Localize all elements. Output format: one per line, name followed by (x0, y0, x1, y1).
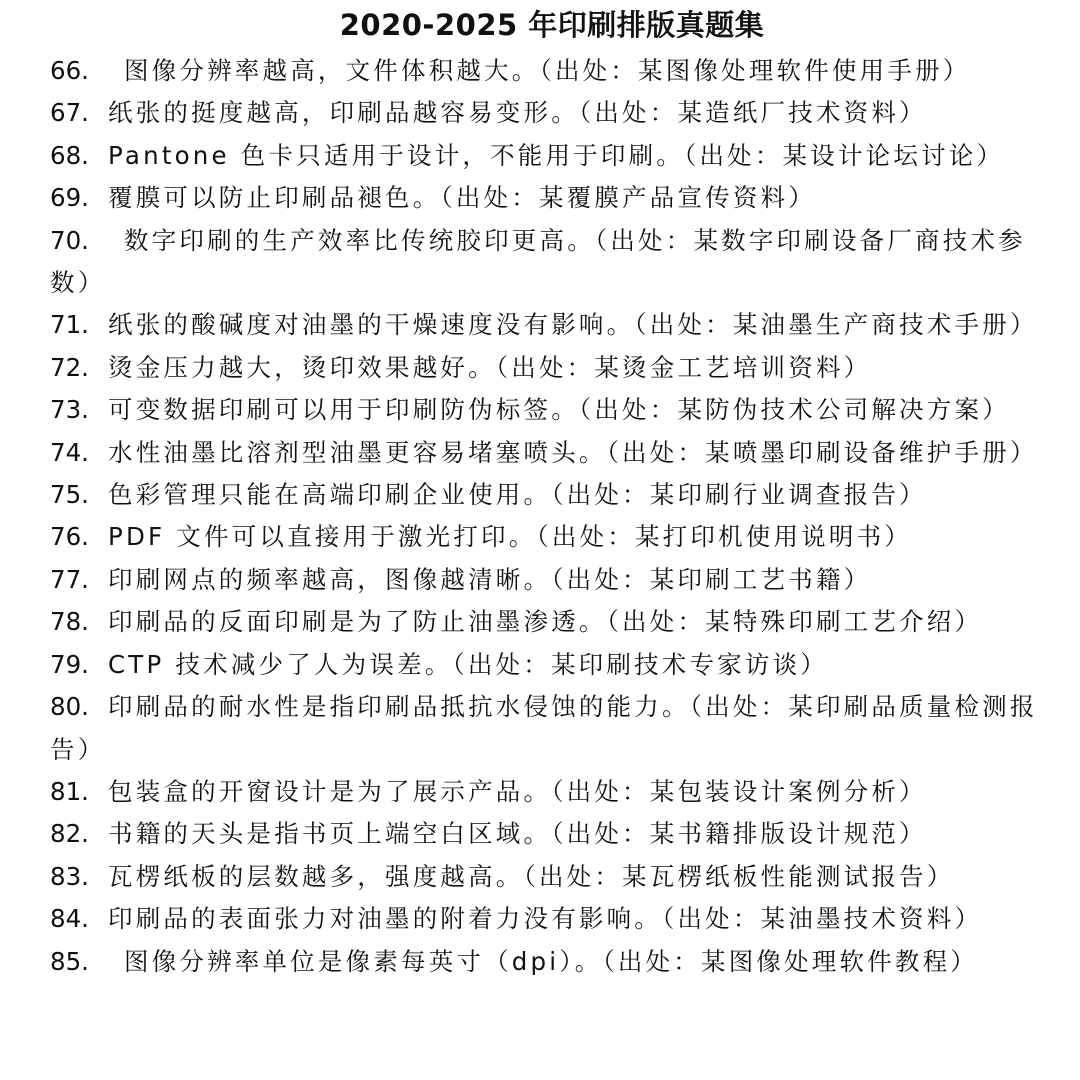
question-82 (50, 813, 1054, 855)
question-text: Pantone 色卡只适用于设计，不能用于印刷。（出处：某设计论坛讨论） (108, 140, 1005, 170)
question-number: 77. (50, 564, 89, 594)
question-number: 73. (50, 395, 89, 425)
question-77 (50, 559, 1054, 601)
question-number: 79. (50, 649, 89, 679)
question-84 (50, 898, 1054, 940)
question-81 (50, 771, 1054, 813)
question-73 (50, 389, 1054, 431)
question-number: 80. (50, 692, 89, 722)
question-number: 83. (50, 861, 89, 891)
question-68 (50, 135, 1054, 177)
question-number: 76. (50, 522, 89, 552)
question-text: 烫金压力越大，烫印效果越好。（出处：某烫金工艺培训资料） (108, 352, 872, 382)
question-74 (50, 432, 1054, 474)
question-70 (50, 220, 1054, 305)
question-76 (50, 516, 1054, 558)
question-text: 书籍的天头是指书页上端空白区域。（出处：某书籍排版设计规范） (108, 819, 927, 849)
question-number: 82. (50, 819, 89, 849)
question-text: PDF 文件可以直接用于激光打印。（出处：某打印机使用说明书） (108, 522, 912, 552)
question-number: 85. (50, 946, 89, 976)
question-number: 78. (50, 607, 89, 637)
question-number: 81. (50, 776, 89, 806)
question-number: 67. (50, 98, 89, 128)
question-number: 75. (50, 480, 89, 510)
question-79 (50, 644, 1054, 686)
question-text: 覆膜可以防止印刷品褪色。（出处：某覆膜产品宣传资料） (108, 183, 816, 213)
question-text: 色彩管理只能在高端印刷企业使用。（出处：某印刷行业调查报告） (108, 480, 927, 510)
question-66 (50, 50, 1054, 92)
question-text: 纸张的挺度越高，印刷品越容易变形。（出处：某造纸厂技术资料） (108, 98, 927, 128)
question-number: 68. (50, 140, 89, 170)
page-title: 2020-2025 年印刷排版真题集 (339, 8, 765, 42)
question-text: 图像分辨率单位是像素每英寸（dpi）。（出处：某图像处理软件教程） (124, 946, 979, 976)
question-71 (50, 304, 1054, 346)
question-number: 84. (50, 904, 89, 934)
question-80 (50, 686, 1054, 771)
question-number: 66. (50, 56, 89, 85)
question-number: 74. (50, 437, 89, 467)
question-text: 图像分辨率越高，文件体积越大。（出处：某图像处理软件使用手册） (124, 56, 971, 85)
question-72 (50, 347, 1054, 389)
question-78 (50, 601, 1054, 643)
question-number: 69. (50, 183, 89, 213)
question-text: 水性油墨比溶剂型油墨更容易堵塞喷头。（出处：某喷墨印刷设备维护手册） (108, 437, 1038, 467)
question-text: CTP 技术减少了人为误差。（出处：某印刷技术专家访谈） (108, 649, 828, 679)
question-text: 数字印刷的生产效率比传统胶印更高。（出处：某数字印刷设备厂商技术参数） (50, 225, 1026, 298)
question-text: 包装盒的开窗设计是为了展示产品。（出处：某包装设计案例分析） (108, 776, 927, 806)
question-text: 印刷网点的频率越高，图像越清晰。（出处：某印刷工艺书籍） (108, 564, 872, 594)
question-text: 纸张的酸碱度对油墨的干燥速度没有影响。（出处：某油墨生产商技术手册） (108, 310, 1038, 340)
question-83 (50, 856, 1054, 898)
question-text: 印刷品的表面张力对油墨的附着力没有影响。（出处：某油墨技术资料） (108, 904, 983, 934)
question-text: 瓦楞纸板的层数越多，强度越高。（出处：某瓦楞纸板性能测试报告） (108, 861, 955, 891)
question-number: 72. (50, 352, 89, 382)
question-67 (50, 92, 1054, 134)
question-list (50, 50, 1054, 983)
question-number: 70. (50, 225, 89, 255)
question-69 (50, 177, 1054, 219)
question-number: 71. (50, 310, 89, 340)
question-75 (50, 474, 1054, 516)
question-text: 可变数据印刷可以用于印刷防伪标签。（出处：某防伪技术公司解决方案） (108, 395, 1010, 425)
question-text: 印刷品的反面印刷是为了防止油墨渗透。（出处：某特殊印刷工艺介绍） (108, 607, 983, 637)
question-text: 印刷品的耐水性是指印刷品抵抗水侵蚀的能力。（出处：某印刷品质量检测报告） (50, 692, 1038, 764)
question-85 (50, 941, 1054, 983)
